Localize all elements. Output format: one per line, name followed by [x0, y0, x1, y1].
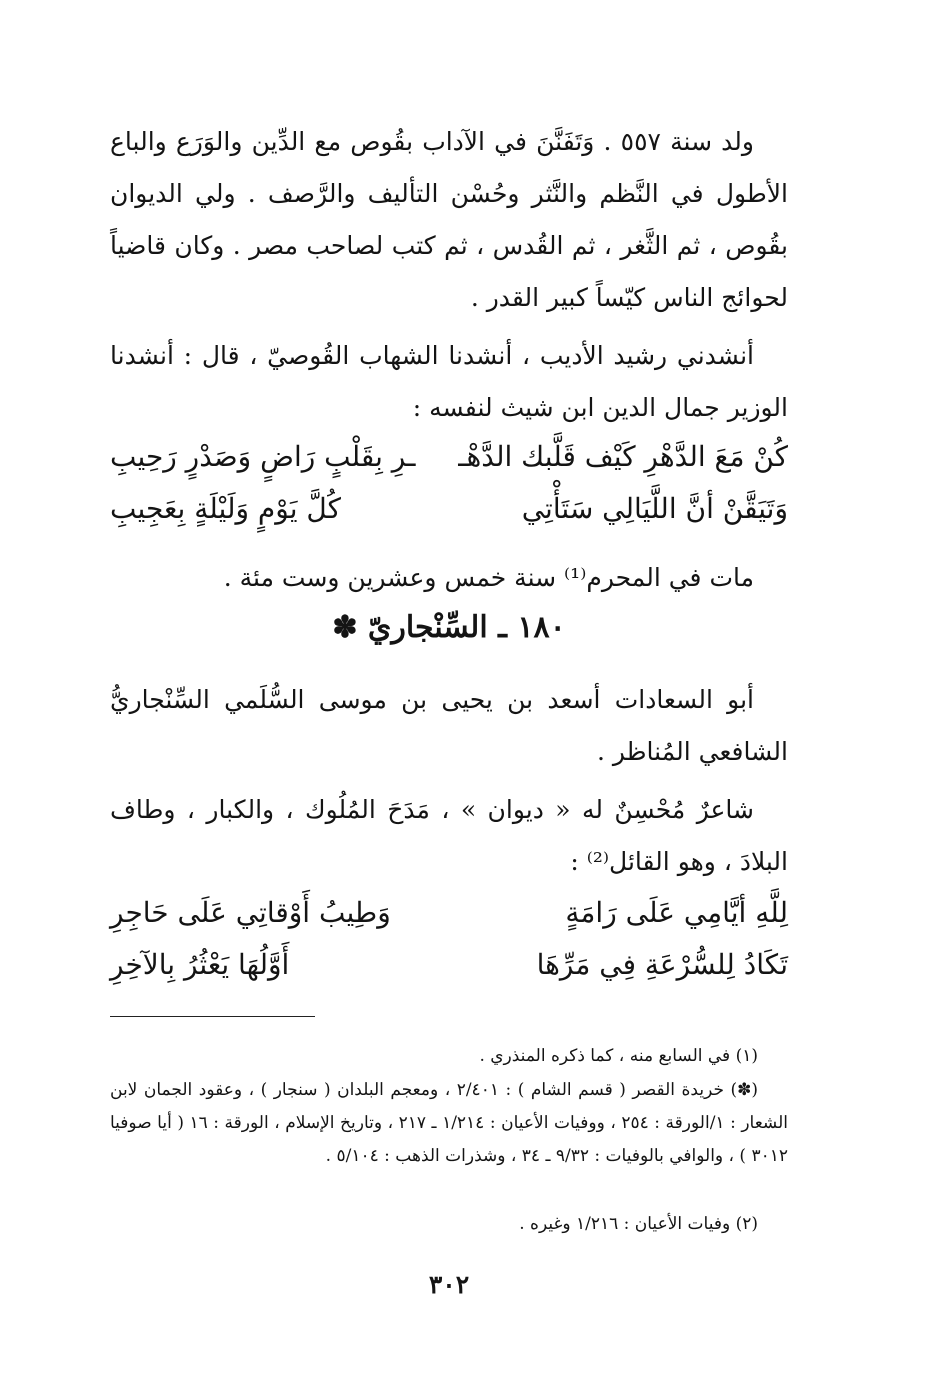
verse-first-hemistich: تَكَادُ لِلسُّرْعَةِ فِي مَرِّهَا [536, 948, 788, 981]
footnote-sources: (✽) خريدة القصر ( قسم الشام ) : ٢/٤٠١ ، ومعجم البلدان ( سنجار ) ، وعقود الجمان لابن الشعار : ١/الورقة : ٢٥٤ ، ووفيات الأعيان : ١/٢١٤ ـ ٢١٧ ، وتاريخ الإسلام ، الورقة : ١٦ ( أيا صوفيا ٣٠١٢ ) ، والوافي بالوفيات : ٩/٣٢ ـ ٣٤ ، وشذرات الذهب : ٥/١٠٤ . [110, 1080, 788, 1166]
biography-paragraph: ولد سنة ٥٥٧ . وَتَفَنَّنَ في الآداب بقُوص مع الدِّين والوَرَع والباع الأطول في النَّظم والنَّثر وحُسْن التأليف والرَّصف . ولي الديوان بقُوص ، ثم الثَّغر ، ثم القُدس ، ثم كتب لصاحب مصر . وكان قاضياً لحوائج الناس كيّساً كبير القدر . [110, 127, 788, 312]
book-page [110, 0, 788, 1375]
verse-line [110, 492, 788, 542]
footnote: (١) في السابع منه ، كما ذكره المنذري . [479, 1046, 758, 1066]
verse-second-hemistich: كُلَّ يَوْمٍ وَلَيْلَةٍ بِعَجِيبِ [110, 492, 341, 525]
verse-second-hemistich: وَطِيبُ أَوْقاتِي عَلَى حَاجِرِ [110, 896, 391, 929]
recitation-paragraph: أنشدني رشيد الأديب ، أنشدنا الشهاب القُوصيّ ، قال : أنشدنا الوزير جمال الدين ابن شيث لنفسه : [110, 341, 788, 422]
footnote-divider [110, 1016, 315, 1017]
verse-first-hemistich: كُنْ مَعَ الدَّهْرِ كَيْف قَلَّبك الدَّهْـ [458, 440, 788, 473]
verse-line [110, 440, 788, 490]
entry-heading: ١٨٠ ـ السِّنْجاريّ ✽ [332, 610, 566, 645]
description-paragraph: شاعرٌ مُحْسِنٌ له « ديوان » ، مَدَحَ المُلُوك ، والكبار ، وطاف البلادَ ، وهو القائل⁽²⁾ : [110, 795, 788, 876]
name-paragraph: أبو السعادات أسعد بن يحيى بن موسى السُّلَمي السِّنْجاريُّ الشافعي المُناظر . [110, 685, 788, 766]
verse-second-hemistich: أَوَّلُهَا يَعْثُرُ بِالآخِرِ [110, 948, 290, 981]
verse-second-hemistich: ـرِ بِقَلْبٍ رَاضٍ وَصَدْرٍ رَحِيبِ [110, 440, 416, 473]
verse-line [110, 948, 788, 998]
death-date-paragraph: مات في المحرم⁽¹⁾ سنة خمس وعشرين وست مئة . [223, 563, 754, 592]
page-number: ٣٠٢ [428, 1270, 470, 1299]
verse-first-hemistich: وَتَيَقَّنْ أنَّ اللَّيَالِي سَتَأْتِي [521, 492, 788, 525]
verse-line [110, 896, 788, 946]
verse-first-hemistich: لِلَّهِ أيَّامِي عَلَى رَامَةٍ [565, 896, 788, 929]
footnote: (٢) وفيات الأعيان : ١/٢١٦ وغيره . [519, 1214, 758, 1234]
